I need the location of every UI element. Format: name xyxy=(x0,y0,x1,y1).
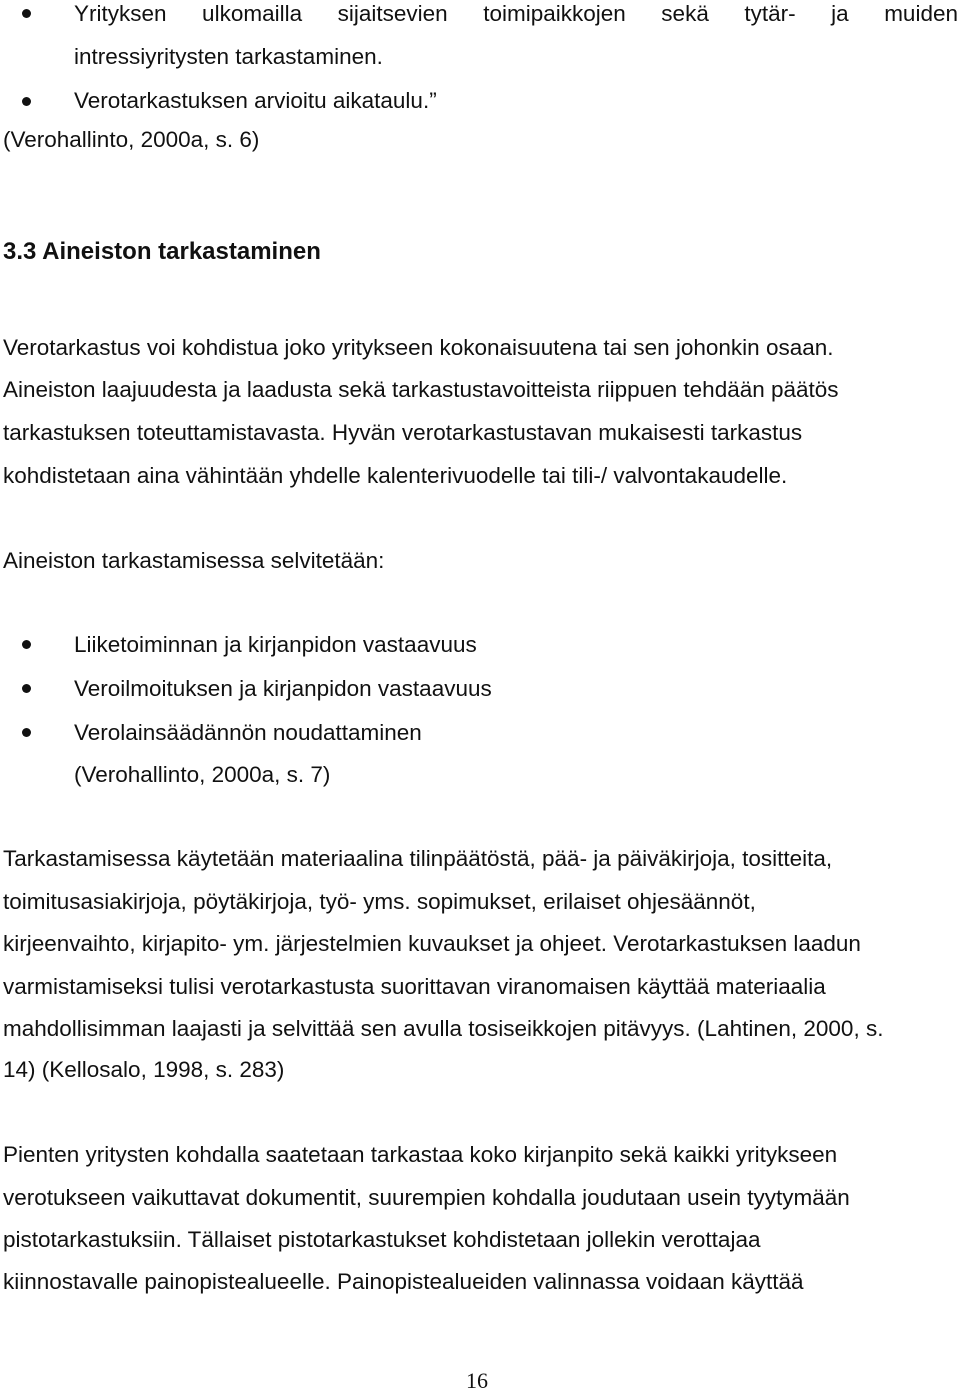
bullet-icon xyxy=(22,728,31,737)
paragraph-line: varmistamiseksi tulisi verotarkastusta suorittavan viranomaisen käyttää materiaalia xyxy=(3,974,826,999)
paragraph-line: Tarkastamisessa käytetään materiaalina tilinpäätöstä, pää- ja päiväkirjoja, tositteita, xyxy=(3,846,833,871)
bullet-icon xyxy=(22,640,31,649)
paragraph-line: kohdistetaan aina vähintään yhdelle kalenterivuodelle tai tili-/ valvontakaudelle. xyxy=(3,463,788,488)
paragraph-line: tarkastuksen toteuttamistavasta. Hyvän verotarkastustavan mukaisesti tarkastus xyxy=(3,420,803,445)
paragraph-line: Pienten yritysten kohdalla saatetaan tarkastaa koko kirjanpito sekä kaikki yritykseen xyxy=(3,1142,838,1167)
list-item: Veroilmoituksen ja kirjanpidon vastaavuus xyxy=(74,676,492,701)
paragraph-line: kirjeenvaihto, kirjapito- ym. järjestelmien kuvaukset ja ohjeet. Verotarkastuksen laadun xyxy=(3,931,861,956)
list-item-line: Verotarkastuksen arvioitu aikataulu.” xyxy=(74,88,437,113)
paragraph-line: 14) (Kellosalo, 1998, s. 283) xyxy=(3,1057,285,1082)
bullet-icon xyxy=(22,9,31,18)
list-item: Verolainsäädännön noudattaminen xyxy=(74,720,422,745)
bullet-icon xyxy=(22,684,31,693)
paragraph-line: toimitusasiakirjoja, pöytäkirjoja, työ- yms. sopimukset, erilaiset ohjesäännöt, xyxy=(3,889,756,914)
paragraph-line: verotukseen vaikuttavat dokumentit, suurempien kohdalla joudutaan usein tyytymään xyxy=(3,1185,850,1210)
section-heading: 3.3 Aineiston tarkastaminen xyxy=(3,238,321,265)
list-item-line: intressiyritysten tarkastaminen. xyxy=(74,44,383,69)
paragraph-line: Aineiston tarkastamisessa selvitetään: xyxy=(3,548,385,573)
citation: (Verohallinto, 2000a, s. 6) xyxy=(3,127,260,152)
paragraph-line: kiinnostavalle painopistealueelle. Painopistealueiden valinnassa voidaan käyttää xyxy=(3,1269,804,1294)
citation: (Verohallinto, 2000a, s. 7) xyxy=(74,762,331,787)
paragraph-line: Verotarkastus voi kohdistua joko yritykseen kokonaisuutena tai sen johonkin osaan. xyxy=(3,335,834,360)
paragraph-line: Aineiston laajuudesta ja laadusta sekä tarkastustavoitteista riippuen tehdään päätös xyxy=(3,377,839,402)
paragraph-line: pistotarkastuksiin. Tällaiset pistotarkastukset kohdistetaan jollekin verottajaa xyxy=(3,1227,761,1252)
list-item-line: Yrityksen ulkomailla sijaitsevien toimipaikkojen sekä tytär- ja muiden xyxy=(74,1,958,26)
bullet-icon xyxy=(22,97,31,106)
page-number: 16 xyxy=(466,1368,488,1393)
paragraph-line: mahdollisimman laajasti ja selvittää sen avulla tosiseikkojen pitävyys. (Lahtinen, 2000, s. xyxy=(3,1016,884,1041)
list-item: Liiketoiminnan ja kirjanpidon vastaavuus xyxy=(74,632,477,657)
